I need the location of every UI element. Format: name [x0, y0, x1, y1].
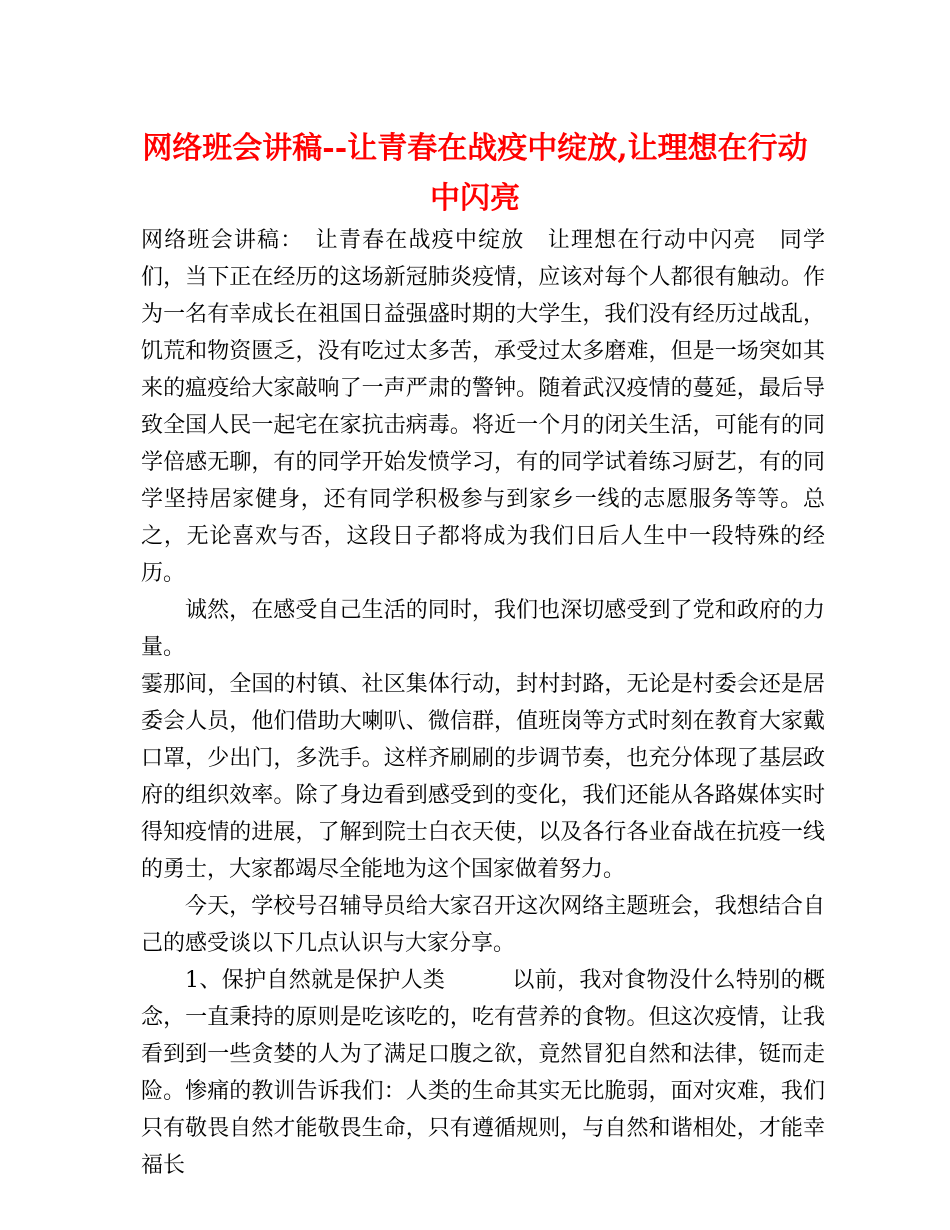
paragraph-5: 1、保护自然就是保护人类 以前，我对食物没什么特别的概念，一直秉持的原则是吃该吃的，吃有营养的食物。但这次疫情，让我看到到一些贪婪的人为了满足口腹之欲，竟然冒犯自然和法律，铤而走险。惨痛的教训告诉我们：人类的生命其实无比脆弱，面对灾难，我们只有敬畏自然才能敬畏生命，只有遵循规则，与自然和谐相处，才能幸福长: [141, 968, 825, 1178]
paragraph-3: 霎那间，全国的村镇、社区集体行动，封村封路，无论是村委会还是居委会人员，他们借助大喇叭、微信群，值班岗等方式时刻在教育大家戴口罩，少出门，多洗手。这样齐刷刷的步调节奏，也充分体现了基层政府的组织效率。除了身边看到感受到的变化，我们还能从各路媒体实时得知疫情的进展，了解到院士白衣天使，以及各行各业奋战在抗疫一线的勇士，大家都竭尽全能地为这个国家做着努力。: [141, 672, 825, 882]
document-body: [141, 222, 825, 1184]
document-title: 网络班会讲稿--让青春在战疫中绽放,让理想在行动中闪亮: [142, 131, 808, 216]
paragraph-4: 今天，学校号召辅导员给大家召开这次网络主题班会，我想结合自己的感受谈以下几点认识与大家分享。: [141, 894, 825, 956]
paragraph-1: 网络班会讲稿： 让青春在战疫中绽放 让理想在行动中闪亮 同学们，当下正在经历的这场新冠肺炎疫情，应该对每个人都很有触动。作为一名有幸成长在祖国日益强盛时期的大学生，我们没有经历过战乱，饥荒和物资匮乏，没有吃过太多苦，承受过太多磨难，但是一场突如其来的瘟疫给大家敲响了一声严肃的警钟。随着武汉疫情的蔓延，最后导致全国人民一起宅在家抗击病毒。将近一个月的闭关生活，可能有的同学倍感无聊，有的同学开始发愤学习，有的同学试着练习厨艺，有的同学坚持居家健身，还有同学积极参与到家乡一线的志愿服务等等。总之，无论喜欢与否，这段日子都将成为我们日后人生中一段特殊的经历。: [141, 228, 825, 586]
paragraph-2: 诚然，在感受自己生活的同时，我们也深切感受到了党和政府的力量。: [141, 598, 825, 660]
